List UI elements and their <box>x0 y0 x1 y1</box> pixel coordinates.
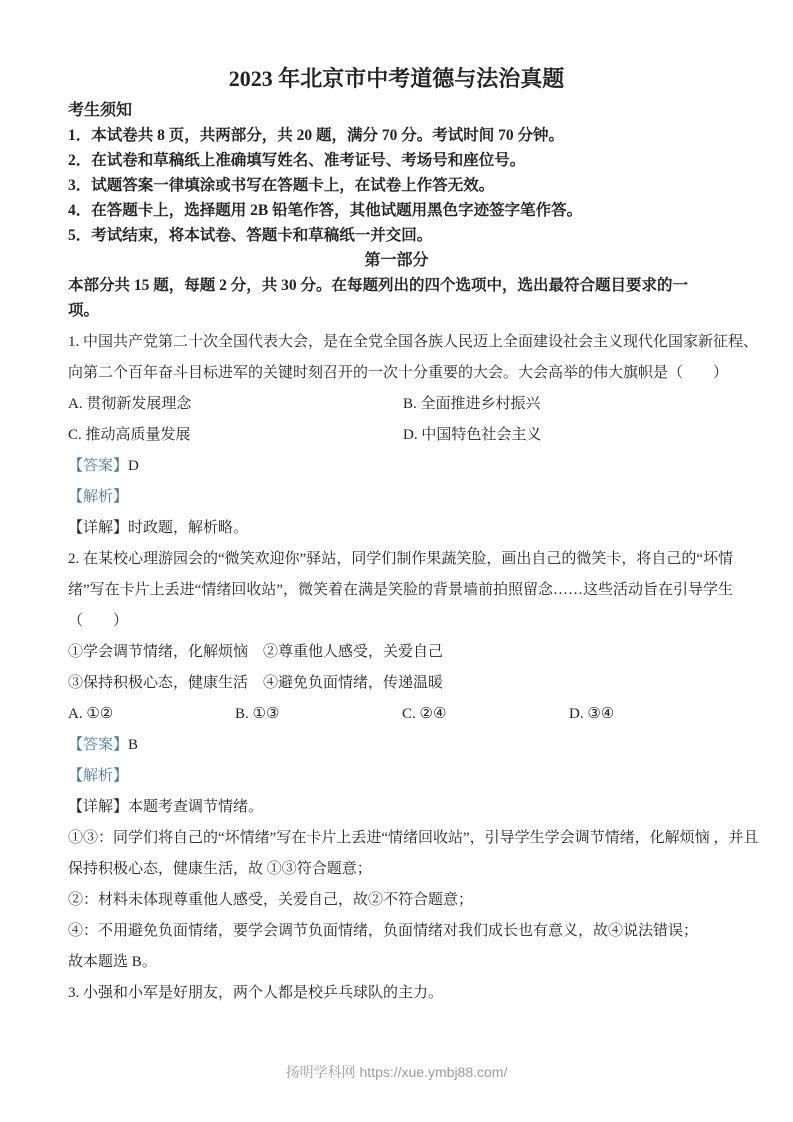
q1-option-b-label: B. <box>403 396 417 412</box>
q1-detail-row <box>68 513 725 544</box>
q2-option-b-text: ①③ <box>252 706 280 722</box>
q2-option-a <box>68 699 235 730</box>
q2-explanation-line-5: 故本题选 B。 <box>68 954 157 970</box>
q2-explanation-line-3: ②：材料未体现尊重他人感受，关爱自己，故②不符合题意； <box>68 892 474 908</box>
q1-option-c <box>68 420 403 451</box>
questions-section <box>68 327 759 1009</box>
notice-section <box>68 98 725 248</box>
q2-detail-label: 【详解】 <box>68 799 129 815</box>
notice-item-5: 5．考试结束，将本试卷、答题卡和草稿纸一并交回。 <box>68 227 433 244</box>
q1-option-b <box>403 389 738 420</box>
q2-option-c-label: C. <box>402 706 416 722</box>
part1-intro-line-1: 本部分共 15 题，每题 2 分，共 30 分。在每题列出的四个选项中，选出最符合题目要求的一 <box>68 277 689 294</box>
watermark-footer: 扬明学科网 https://xue.ymbj88.com/ <box>285 1064 508 1080</box>
q2-detail-row <box>68 792 725 823</box>
notice-item-1: 1．本试卷共 8 页，共两部分，共 20 题，满分 70 分。考试时间 70 分钟。 <box>68 127 565 144</box>
q1-option-b-text: 全面推进乡村振兴 <box>420 396 541 412</box>
q1-option-c-label: C. <box>68 427 82 443</box>
q1-stem-line-2: 向第二个百年奋斗目标进军的关键时刻召开的一次十分重要的大会。大会高举的伟大旗帜是（ ） <box>68 365 729 381</box>
q1-analysis-row <box>68 482 725 513</box>
q2-option-b-label: B. <box>235 706 249 722</box>
q2-stem-line-1: 2. 在某校心理游园会的“微笑欢迎你”驿站，同学们制作果蔬笑脸，画出自己的微笑卡，将自己的“坏情 <box>68 551 733 567</box>
notice-item-4: 4．在答题卡上，选择题用 2B 铅笔作答，其他试题用黑色字迹签字笔作答。 <box>68 202 583 219</box>
q2-option-a-text: ①② <box>86 706 114 722</box>
q2-option-b <box>235 699 402 730</box>
q1-option-d <box>403 420 738 451</box>
q2-explanation-line-4: ④：不用避免负面情绪，要学会调节负面情绪，负面情绪对我们成长也有意义，故④说法错误； <box>68 923 699 939</box>
q1-option-c-text: 推动高质量发展 <box>85 427 191 443</box>
q2-analysis-row <box>68 761 725 792</box>
q2-suboptions-row-1: ①学会调节情绪，化解烦恼 ②尊重他人感受，关爱自己 <box>68 644 444 660</box>
notice-heading: 考生须知 <box>68 102 133 119</box>
q1-option-a-label: A. <box>68 396 83 412</box>
q2-option-a-label: A. <box>68 706 83 722</box>
q1-option-a-text: 贯彻新发展理念 <box>86 396 192 412</box>
page-title: 2023 年北京市中考道德与法治真题 <box>228 66 565 91</box>
q1-detail-label: 【详解】 <box>68 520 129 536</box>
q1-answer-row <box>68 451 725 482</box>
q2-answer-row <box>68 730 725 761</box>
q1-options-row-1 <box>68 389 725 420</box>
notice-item-2: 2．在试卷和草稿纸上准确填写姓名、准考证号、考场号和座位号。 <box>68 152 526 169</box>
q2-option-c-text: ②④ <box>419 706 447 722</box>
part1-heading: 第一部分 <box>364 252 429 269</box>
q2-answer-value: B <box>128 737 139 753</box>
q2-option-d-label: D. <box>569 706 584 722</box>
q1-option-d-text: 中国特色社会主义 <box>421 427 542 443</box>
q1-answer-label: 【答案】 <box>68 458 129 474</box>
q2-explanation-line-1: ①③：同学们将自己的“坏情绪”写在卡片上丢进“情绪回收站”，引导学生学会调节情绪，化解烦恼 ，并且 <box>68 830 759 846</box>
q1-analysis-label: 【解析】 <box>68 489 129 505</box>
notice-item-3: 3．试题答案一律填涂或书写在答题卡上，在试卷上作答无效。 <box>68 177 495 194</box>
q1-detail-text: 时政题，解析略。 <box>128 520 249 536</box>
q1-answer-value: D <box>128 458 139 474</box>
q2-analysis-label: 【解析】 <box>68 768 129 784</box>
q1-stem-line-1: 1. 中国共产党第二十次全国代表大会，是在全党全国各族人民迈上全面建设社会主义现代化国家新征程、 <box>68 334 759 350</box>
part1-intro-line-2: 项。 <box>68 302 100 319</box>
q1-option-a <box>68 389 403 420</box>
q1-option-d-label: D. <box>403 427 418 443</box>
q2-detail-text: 本题考查调节情绪。 <box>128 799 264 815</box>
q2-suboptions-row-2: ③保持积极心态，健康生活 ④避免负面情绪，传递温暖 <box>68 675 444 691</box>
q2-answer-label: 【答案】 <box>68 737 129 753</box>
q2-option-d <box>569 699 736 730</box>
q2-options-row <box>68 699 725 730</box>
q2-stem-line-3: （ ） <box>68 613 129 629</box>
q2-option-d-text: ③④ <box>587 706 615 722</box>
q2-stem-line-2: 绪”写在卡片上丢进“情绪回收站”，微笑着在满是笑脸的背景墙前拍照留念……这些活动旨在引导学生 <box>68 582 733 598</box>
q1-options-row-2 <box>68 420 725 451</box>
q3-stem-line: 3. 小强和小军是好朋友，两个人都是校乒乓球队的主力。 <box>68 985 444 1001</box>
q2-option-c <box>402 699 569 730</box>
q2-explanation-line-2: 保持积极心态，健康生活，故 ①③符合题意； <box>68 861 372 877</box>
